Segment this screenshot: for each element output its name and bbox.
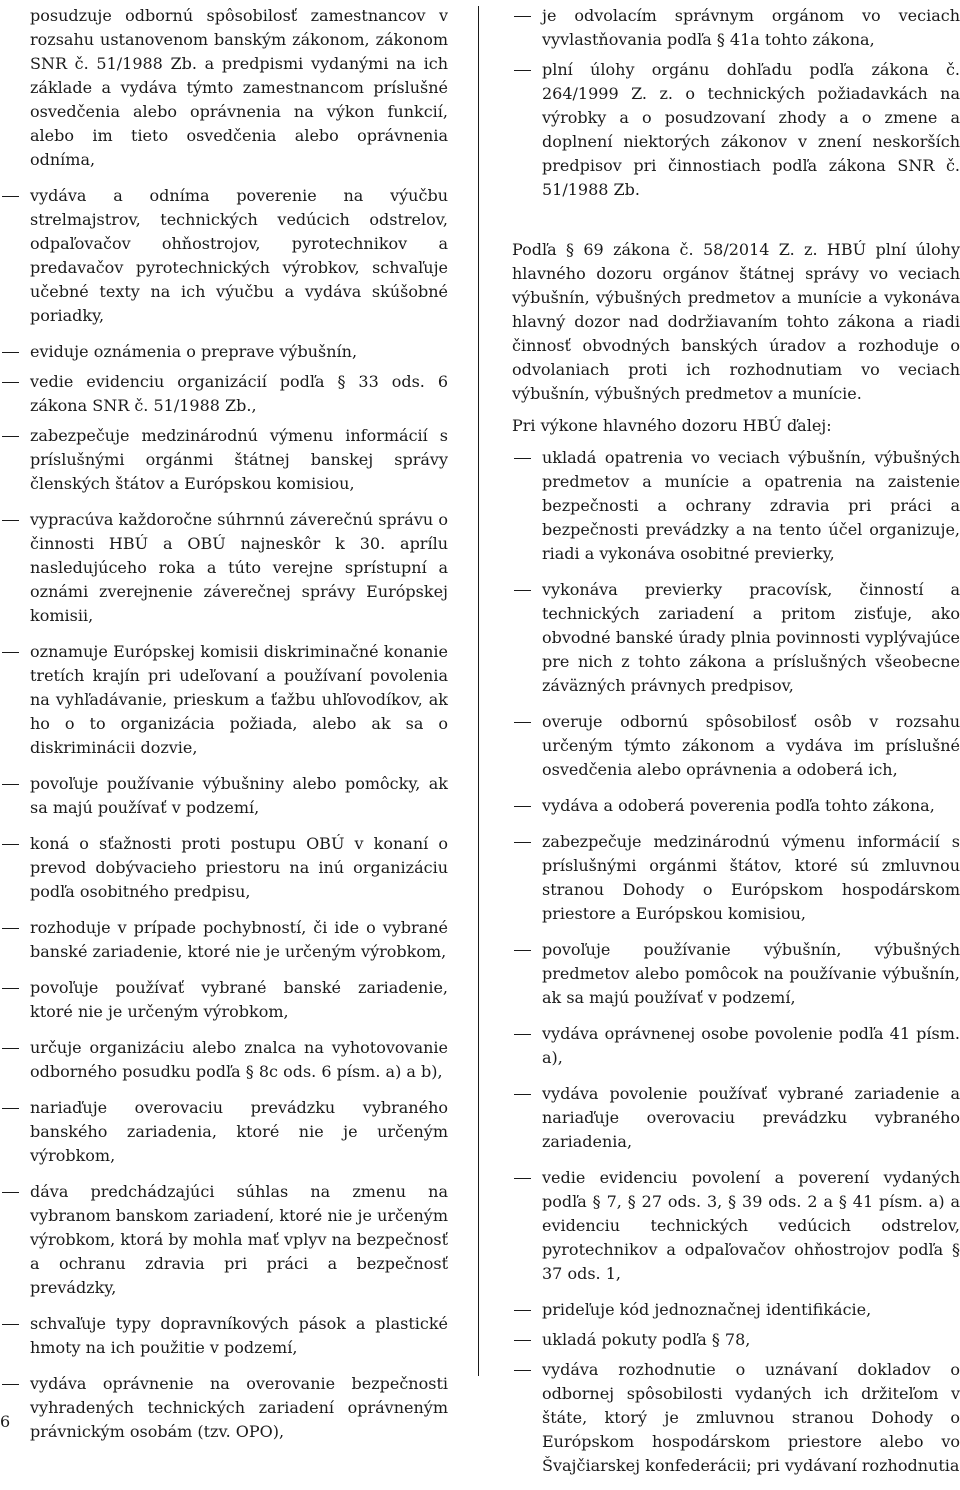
list-item: ukladá opatrenia vo veciach výbušnín, výbušných predmetov a munície a opatrenia na zaistenie bezpečnosti a ochrany zdravia pri práci a bezpečnosti prevádzky a na tento účel organizuje, riadi a vykonáva osobitné previerky, (512, 446, 960, 566)
list-item: je odvolacím správnym orgánom vo veciach vyvlastňovania podľa § 41a tohto zákona, (512, 4, 960, 52)
list-item: povoľuje používanie výbušnín, výbušných predmetov alebo pomôcok na používanie výbušnín, ak sa majú používať v podzemí, (512, 938, 960, 1010)
list-item: posudzuje odbornú spôsobilosť zamestnancov v rozsahu ustanovenom banským zákonom, zákonom SNR č. 51/1988 Zb. a predpismi vydanými na ich základe a vydáva týmto zamestnancom príslušné osvedčenia alebo oprávnenia na výkon funkcií, alebo im tieto osvedčenia alebo oprávnenia odníma, (30, 6, 448, 169)
list-item: zabezpečuje medzinárodnú výmenu informácií s príslušnými orgánmi štátnej banskej správy členských štátov a Európskou komisiou, (0, 424, 448, 496)
law-paragraph: Podľa § 69 zákona č. 58/2014 Z. z. HBÚ plní úlohy hlavného dozoru orgánov štátnej správy vo veciach výbušnín, výbušných predmetov a munície a vykonáva hlavný dozor nad dodržiavaním tohto zákona a riadi činnosť obvodných banských úradov a rozhoduje o odvolaniach proti ich rozhodnutiam vo veciach výbušnín, výbušných predmetov a munície. (512, 240, 960, 403)
list-item: povoľuje používanie výbušniny alebo pomôcky, ak sa majú používať v podzemí, (0, 772, 448, 820)
list-item: vedie evidenciu povolení a poverení vydaných podľa § 7, § 27 ods. 3, § 39 ods. 2 a § 41 písm. a) a evidenciu technických vedúcich odstrelov, pyrotechnikov a odpaľovačov ohňostrojov podľa § 37 ods. 1, (512, 1166, 960, 1286)
left-column (0, 4, 448, 1456)
left-dash-list (0, 4, 448, 1444)
column-divider (478, 6, 479, 1376)
list-item: vydáva oprávnenej osobe povolenie podľa 41 písm. a), (512, 1022, 960, 1070)
list-item: vydáva povolenie používať vybrané zariadenie a nariaďuje overovaciu prevádzku vybraného zariadenia, (512, 1082, 960, 1154)
list-item: dáva predchádzajúci súhlas na zmenu na vybranom banskom zariadení, ktoré nie je určeným výrobkom, ktorá by mohla mať vplyv na bezpečnosť a ochranu zdravia pri práci a bezpečnosť prevádzky, (0, 1180, 448, 1300)
page-number: 6 (0, 1412, 11, 1431)
list-item: eviduje oznámenia o preprave výbušnín, (0, 340, 448, 364)
list-item: oznamuje Európskej komisii diskriminačné konanie tretích krajín pri udeľovaní a používaní povolenia na vyhľadávanie, prieskum a ťažbu uhľovodíkov, ak ho o to organizácia požiada, alebo ak sa o diskriminácii dozvie, (0, 640, 448, 760)
list-item: prideľuje kód jednoznačnej identifikácie, (512, 1298, 960, 1322)
list-item: určuje organizáciu alebo znalca na vyhotovovanie odborného posudku podľa § 8c ods. 6 písm. a) a b), (0, 1036, 448, 1084)
list-item: schvaľuje typy dopravníkových pások a plastické hmoty na ich použitie v podzemí, (0, 1312, 448, 1360)
list-item: zabezpečuje medzinárodnú výmenu informácií s príslušnými orgánmi štátov, ktoré sú zmluvnou stranou Dohody o Európskom hospodárskom priestore a Európskou komisiou, (512, 830, 960, 926)
list-item: vydáva oprávnenie na overovanie bezpečnosti vyhradených technických zariadení oprávneným právnickým osobám (tzv. OPO), (0, 1372, 448, 1444)
list-item: vykonáva previerky pracovísk, činností a technických zariadení a pritom zisťuje, ako obvodné banské úrady plnia povinnosti vyplývajúce pre nich z tohto zákona a príslušných všeobecne záväzných právnych predpisov, (512, 578, 960, 698)
right-top-dash-list (512, 4, 960, 202)
list-item: plní úlohy orgánu dohľadu podľa zákona č. 264/1999 Z. z. o technických požiadavkách na výrobky a o posudzovaní zhody a o zmene a doplnení niektorých zákonov v znení neskorších predpisov pri činnostiach podľa zákona SNR č. 51/1988 Zb. (512, 58, 960, 202)
list-item: nariaďuje overovaciu prevádzku vybraného banského zariadenia, ktoré nie je určeným výrobkom, (0, 1096, 448, 1168)
right-dash-list (512, 446, 960, 1478)
list-item: overuje odbornú spôsobilosť osôb v rozsahu určeným týmto zákonom a vydáva im príslušné osvedčenia alebo oprávnenia a odoberá ich, (512, 710, 960, 782)
list-item: vydáva a odoberá poverenia podľa tohto zákona, (512, 794, 960, 818)
list-item: koná o sťažnosti proti postupu OBÚ v konaní o prevod dobývacieho priestoru na inú organizáciu podľa osobitného predpisu, (0, 832, 448, 904)
list-item: ukladá pokuty podľa § 78, (512, 1328, 960, 1352)
list-item: vydáva rozhodnutie o uznávaní dokladov o odbornej spôsobilosti vydaných ich držiteľom v štáte, ktorý je zmluvnou stranou Dohody o Európskom hospodárskom priestore alebo vo Švajčiarskej konfederácii; pri vydávaní rozhodnutia (512, 1358, 960, 1478)
list-item: vedie evidenciu organizácií podľa § 33 ods. 6 zákona SNR č. 51/1988 Zb., (0, 370, 448, 418)
list-item: povoľuje používať vybrané banské zariadenie, ktoré nie je určeným výrobkom, (0, 976, 448, 1024)
list-item: vydáva a odníma poverenie na výučbu strelmajstrov, technických vedúcich odstrelov, odpaľovačov ohňostrojov, pyrotechnikov a predavačov pyrotechnických výrobkov, schvaľuje učebné texty na ich výučbu a vydáva skúšobné poriadky, (0, 184, 448, 328)
list-item: vypracúva každoročne súhrnnú záverečnú správu o činnosti HBÚ a OBÚ najneskôr k 30. aprílu nasledujúceho roka a túto verejne sprístupní a oznámi zverejnenie záverečnej správy Európskej komisii, (0, 508, 448, 628)
intro-paragraph: Pri výkone hlavného dozoru HBÚ ďalej: (512, 416, 832, 435)
paragraph-spacer (512, 214, 960, 238)
list-item: rozhoduje v prípade pochybností, či ide o vybrané banské zariadenie, ktoré nie je určeným výrobkom, (0, 916, 448, 964)
right-column (512, 4, 960, 1490)
